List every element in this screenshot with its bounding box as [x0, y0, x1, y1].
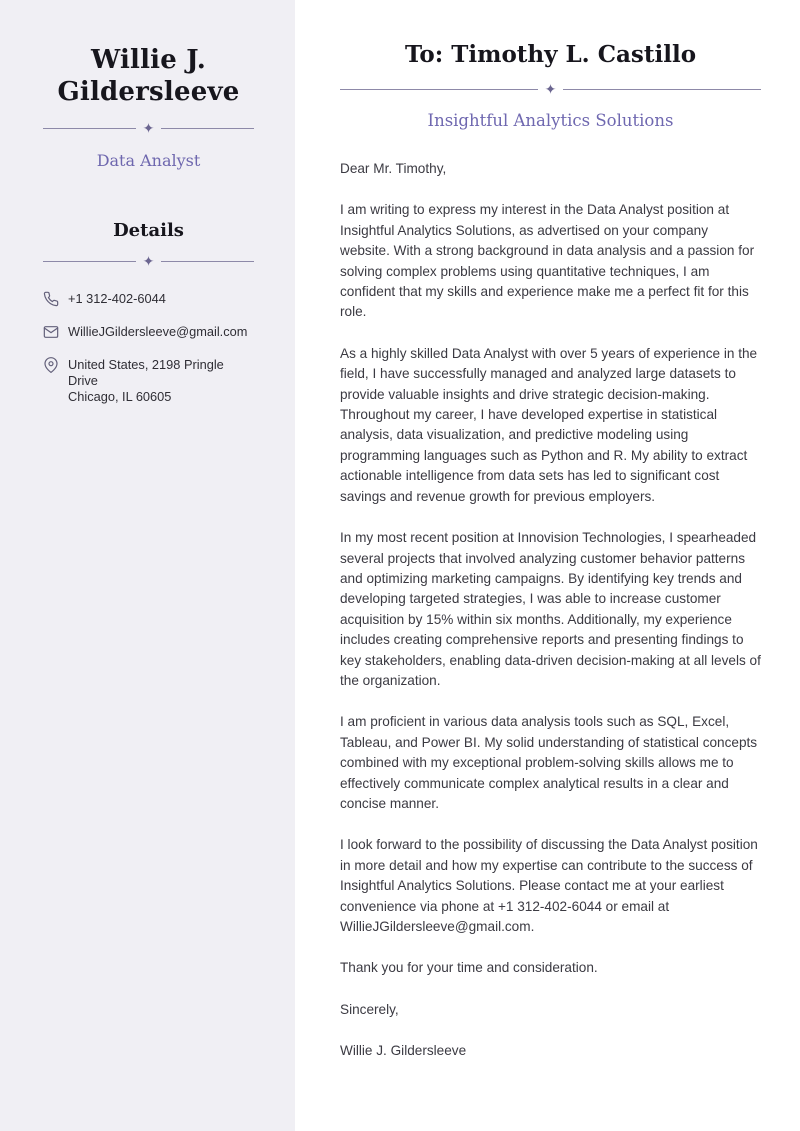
divider-line: [563, 89, 761, 90]
contact-location: [43, 357, 254, 405]
location-icon: [43, 357, 59, 373]
divider-line: [161, 261, 254, 262]
sidebar: [0, 0, 295, 1131]
contact-list: [43, 291, 254, 405]
letter-paragraph: As a highly skilled Data Analyst with over 5 years of experience in the field, I have successfully managed and analyzed large datasets to provide valuable insights and drive strategic decision-making. Throughout my career, I have developed expertise in statistical analysis, data visualization, and predictive modeling using programming languages such as Python and R. My ability to extract actionable intelligence from data sets has led to significant cost savings and revenue growth for previous employers.: [340, 345, 758, 504]
candidate-name: Willie J. Gildersleeve: [57, 45, 240, 107]
letter-paragraph: I am writing to express my interest in the Data Analyst position at Insightful Analytics Solutions, as advertised on your company website. With a strong background in data analysis and a passion for solving complex problems using quantitative techniques, I am confident that my skills and experience make me a perfect fit for this role.: [340, 202, 755, 320]
location-line-2: Chicago, IL 60605: [68, 389, 172, 404]
contact-phone: [43, 291, 254, 307]
sparkle-icon: ✦: [544, 81, 557, 97]
header-divider: [340, 82, 761, 96]
thanks-line: Thank you for your time and consideration.: [340, 960, 598, 976]
email-value: WillieJGildersleeve@gmail.com: [68, 324, 248, 339]
company-name: Insightful Analytics Solutions: [427, 111, 674, 130]
divider-line: [340, 89, 538, 90]
candidate-job-title: Data Analyst: [96, 151, 201, 170]
location-line-1: United States, 2198 Pringle Drive: [68, 357, 224, 388]
phone-icon: [43, 291, 59, 307]
details-divider: [43, 254, 254, 268]
sparkle-icon: ✦: [142, 120, 155, 136]
sparkle-icon: ✦: [142, 253, 155, 269]
letter-paragraph: I look forward to the possibility of discussing the Data Analyst position in more detail and how my expertise can contribute to the success of Insightful Analytics Solutions. Please contact me at your earliest convenience via phone at +1 312-402-6044 or email at WillieJGildersleeve@gmail.com.: [340, 837, 758, 934]
divider-line: [43, 128, 136, 129]
name-divider: [43, 121, 254, 135]
letter-paragraph: In my most recent position at Innovision Technologies, I spearheaded several projects that involved analyzing customer behavior patterns and optimizing marketing campaigns. By identifying key trends and developing targeted strategies, I was able to increase customer acquisition by 15% within six months. Additionally, my experience includes creating comprehensive reports and presenting findings to key stakeholders, enabling data-driven decision-making at all levels of the organization.: [340, 530, 761, 688]
recipient-heading: To: Timothy L. Castillo: [404, 41, 697, 68]
contact-email: [43, 324, 254, 340]
letter-body: [340, 159, 761, 1062]
phone-value: +1 312-402-6044: [68, 291, 166, 306]
letter-paragraph: I am proficient in various data analysis tools such as SQL, Excel, Tableau, and Power BI. My solid understanding of statistical concepts combined with my exceptional problem-solving skills allows me to effectively communicate complex analytical results in a clear and concise manner.: [340, 714, 758, 811]
closing-line: Sincerely,: [340, 1001, 399, 1017]
salutation: Dear Mr. Timothy,: [340, 161, 447, 176]
details-heading: Details: [113, 220, 184, 241]
location-value: [68, 357, 254, 405]
divider-line: [43, 261, 136, 262]
divider-line: [161, 128, 254, 129]
email-icon: [43, 324, 59, 340]
letter-main: [295, 0, 800, 1131]
signature: Willie J. Gildersleeve: [340, 1043, 467, 1059]
